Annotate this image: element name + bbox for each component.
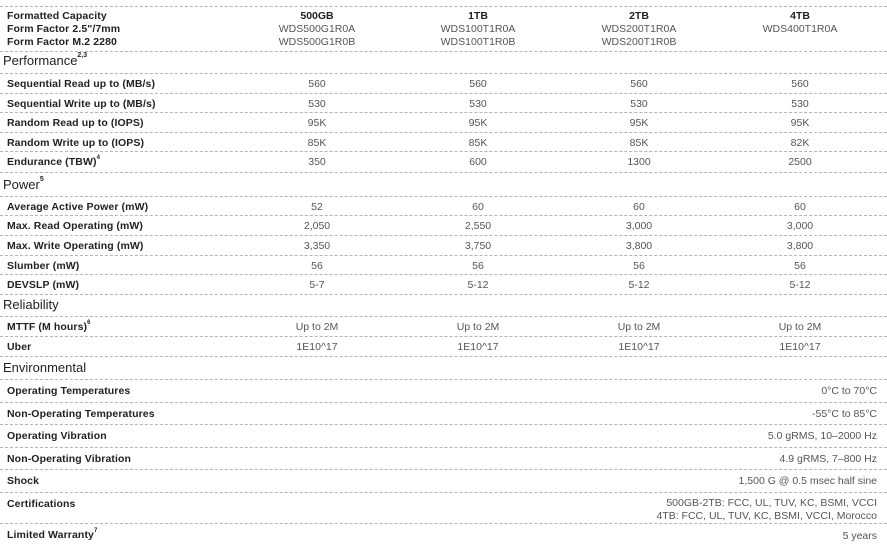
row-value: 0°C to 70°C: [821, 385, 877, 397]
cell-4tb: 3,000: [786, 220, 814, 232]
cell-4tb: 560: [791, 78, 809, 90]
cell-2tb: 5-12: [628, 279, 650, 291]
row-label: Certifications: [7, 498, 76, 510]
row-label: Random Read up to (IOPS): [7, 117, 144, 129]
row-label: Average Active Power (mW): [7, 201, 149, 213]
cell-1tb: 2,550: [464, 220, 492, 232]
row-value: -55°C to 85°C: [811, 408, 877, 420]
cell-1tb: 5-12: [467, 279, 489, 291]
cell-500gb: 85K: [307, 137, 327, 149]
cell-2tb: 60: [633, 201, 645, 213]
cell-1tb: 56: [472, 260, 484, 272]
cell-1tb: 1E10^17: [457, 341, 499, 353]
section-rule: [0, 51, 887, 52]
table-row: [0, 336, 887, 353]
model-number: WDS200T1R0A: [601, 23, 677, 35]
table-row: [0, 151, 887, 168]
table-row: [0, 255, 887, 272]
cell-500gb: 3,350: [303, 240, 331, 252]
cell-500gb: 95K: [307, 117, 327, 129]
environmental-heading: Environmental: [3, 360, 87, 375]
row-label: Sequential Read up to (MB/s): [7, 78, 156, 90]
row-label: Slumber (mW): [7, 260, 80, 272]
row-label: Operating Temperatures: [7, 385, 131, 397]
row-label: Uber: [7, 341, 32, 353]
cell-1tb: 560: [469, 78, 487, 90]
row-value: 5 years: [842, 530, 877, 542]
cell-2tb: 95K: [629, 117, 649, 129]
row-value: 4.9 gRMS, 7–800 Hz: [779, 453, 877, 465]
table-row: [0, 447, 887, 465]
cell-4tb: 3,800: [786, 240, 814, 252]
table-row: [0, 196, 887, 213]
cell-2tb: 3,000: [625, 220, 653, 232]
table-row: [0, 235, 887, 252]
row-label: DEVSLP (mW): [7, 279, 80, 291]
table-row: [0, 274, 887, 291]
cell-4tb: 82K: [790, 137, 810, 149]
cell-2tb: 3,800: [625, 240, 653, 252]
row-label: Non-Operating Temperatures: [7, 408, 155, 420]
cell-2tb: 560: [630, 78, 648, 90]
row-label: Non-Operating Vibration: [7, 453, 132, 465]
header-labels: [7, 10, 120, 49]
cell-1tb: 600: [469, 156, 487, 168]
formatted-capacity-label: Formatted Capacity: [7, 10, 107, 22]
section-rule: [0, 356, 887, 357]
cell-500gb: 1E10^17: [296, 341, 338, 353]
model-number: WDS500G1R0B: [278, 36, 356, 48]
row-value: 5.0 gRMS, 10–2000 Hz: [767, 430, 877, 442]
cell-4tb: 95K: [790, 117, 810, 129]
table-row: [0, 316, 887, 333]
capacity-heading: 500GB: [300, 10, 334, 22]
cell-4tb: 56: [794, 260, 806, 272]
cell-4tb: 5-12: [789, 279, 811, 291]
table-row: [0, 424, 887, 442]
column-500gb: [247, 10, 387, 49]
cell-500gb: 530: [308, 98, 326, 110]
cell-4tb: Up to 2M: [778, 321, 822, 333]
cell-4tb: 60: [794, 201, 806, 213]
cell-2tb: 56: [633, 260, 645, 272]
column-2tb: [569, 10, 709, 49]
table-row: [0, 523, 887, 542]
cell-2tb: 1E10^17: [618, 341, 660, 353]
section-rule: [0, 294, 887, 295]
cell-500gb: 560: [308, 78, 326, 90]
cell-2tb: Up to 2M: [617, 321, 661, 333]
cell-1tb: 60: [472, 201, 484, 213]
cell-500gb: 56: [311, 260, 323, 272]
row-value: 1,500 G @ 0.5 msec half sine: [738, 475, 877, 487]
row-label: Random Write up to (IOPS): [7, 137, 145, 149]
table-top-rule: [0, 6, 887, 7]
cell-2tb: 1300: [627, 156, 651, 168]
table-row: [0, 132, 887, 149]
reliability-heading: Reliability: [3, 297, 59, 312]
cell-4tb: 1E10^17: [779, 341, 821, 353]
model-number: WDS100T1R0A: [440, 23, 516, 35]
row-label: Max. Write Operating (mW): [7, 240, 144, 252]
form-factor-m2-label: Form Factor M.2 2280: [7, 36, 117, 48]
model-number: WDS500G1R0A: [278, 23, 356, 35]
row-label: Shock: [7, 475, 40, 487]
cell-500gb: 2,050: [303, 220, 331, 232]
form-factor-25-label: Form Factor 2.5"/7mm: [7, 23, 121, 35]
capacity-heading: 2TB: [629, 10, 649, 22]
table-row: [0, 73, 887, 90]
cell-2tb: 85K: [629, 137, 649, 149]
cell-500gb: 52: [311, 201, 323, 213]
capacity-heading: 4TB: [790, 10, 810, 22]
row-label: Endurance (TBW)$^4$: [7, 155, 101, 168]
certifications-line: 4TB: FCC, UL, TUV, KC, BSMI, VCCI, Morocco: [656, 510, 877, 522]
row-label: Max. Read Operating (mW): [7, 220, 143, 232]
table-row: [0, 469, 887, 487]
column-1tb: [408, 10, 548, 49]
model-number: WDS400T1R0A: [762, 23, 838, 35]
capacity-heading: 1TB: [468, 10, 488, 22]
table-row: [0, 215, 887, 232]
row-label: MTTF (M hours)$^6$: [7, 320, 91, 333]
table-row: [0, 112, 887, 129]
column-4tb: [730, 10, 870, 36]
cell-4tb: 530: [791, 98, 809, 110]
performance-heading: Performance$^{2,3}$: [3, 52, 88, 68]
cell-500gb: 350: [308, 156, 326, 168]
cell-1tb: Up to 2M: [456, 321, 500, 333]
cell-1tb: 95K: [468, 117, 488, 129]
table-row: [0, 379, 887, 397]
cell-1tb: 3,750: [464, 240, 492, 252]
cell-1tb: 85K: [468, 137, 488, 149]
table-row: [0, 402, 887, 420]
table-row: [0, 93, 887, 110]
certifications-line: 500GB-2TB: FCC, UL, TUV, KC, BSMI, VCCI: [666, 497, 877, 509]
power-heading: Power$^5$: [3, 176, 44, 192]
cell-2tb: 530: [630, 98, 648, 110]
row-label: Sequential Write up to (MB/s): [7, 98, 156, 110]
cell-4tb: 2500: [788, 156, 812, 168]
table-row: [0, 492, 887, 522]
model-number: WDS100T1R0B: [440, 36, 516, 48]
row-value: [656, 497, 877, 523]
section-rule: [0, 172, 887, 173]
model-number: WDS200T1R0B: [601, 36, 677, 48]
cell-1tb: 530: [469, 98, 487, 110]
row-label: Limited Warranty$^7$: [7, 528, 98, 541]
row-label: Operating Vibration: [7, 430, 107, 442]
cell-500gb: 5-7: [309, 279, 325, 291]
cell-500gb: Up to 2M: [295, 321, 339, 333]
